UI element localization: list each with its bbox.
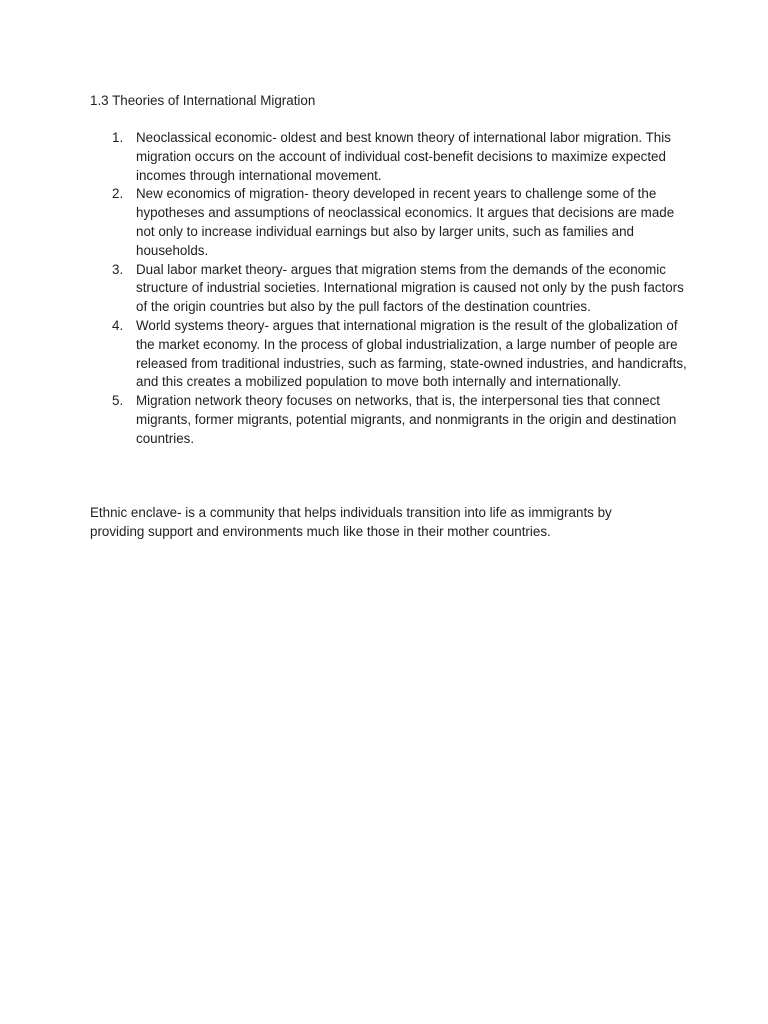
section-heading: 1.3 Theories of International Migration [90,93,316,108]
theory-item-neoclassical [112,129,692,185]
theory-list [112,129,692,449]
list-number: 4. [112,317,124,333]
list-number: 1. [112,130,124,145]
list-number: 5. [112,393,124,409]
theory-text: Dual labor market theory- argues that migration stems from the demands of the economic structure of industrial societies. International migration is caused not only by the push factors of the origin countries but also by the pull factors of the destination countries. [136,261,684,315]
theory-item-new-economics [112,185,692,260]
theory-text: New economics of migration- theory developed in recent years to challenge some of the hypotheses and assumptions of neoclassical economics. It argues that decisions are made not only to increase individual earnings but also by larger units, such as families and households. [136,186,675,258]
theory-text: World systems theory- argues that international migration is the result of the globalization of the market economy. In the process of global industrialization, a large number of people are released from traditional industries, such as farming, state-owned industries, and handicrafts, and this creates a mobilized population to move both internally and internationally. [136,317,687,390]
theory-text: Neoclassical economic- oldest and best known theory of international labor migration. This migration occurs on the account of individual cost-benefit decisions to maximize expected incomes through international movement. [136,130,671,183]
list-number: 3. [112,261,124,277]
theory-item-dual-labor-market [112,261,692,317]
theory-item-migration-network [112,392,692,448]
list-number: 2. [112,186,124,202]
theory-text: Migration network theory focuses on networks, that is, the interpersonal ties that connect migrants, former migrants, potential migrants, and nonmigrants in the origin and destination countries. [136,393,677,446]
ethnic-enclave-paragraph: Ethnic enclave- is a community that helps individuals transition into life as immigrants by providing support and environments much like those in their mother countries. [90,505,612,539]
theory-item-world-systems [112,317,692,392]
